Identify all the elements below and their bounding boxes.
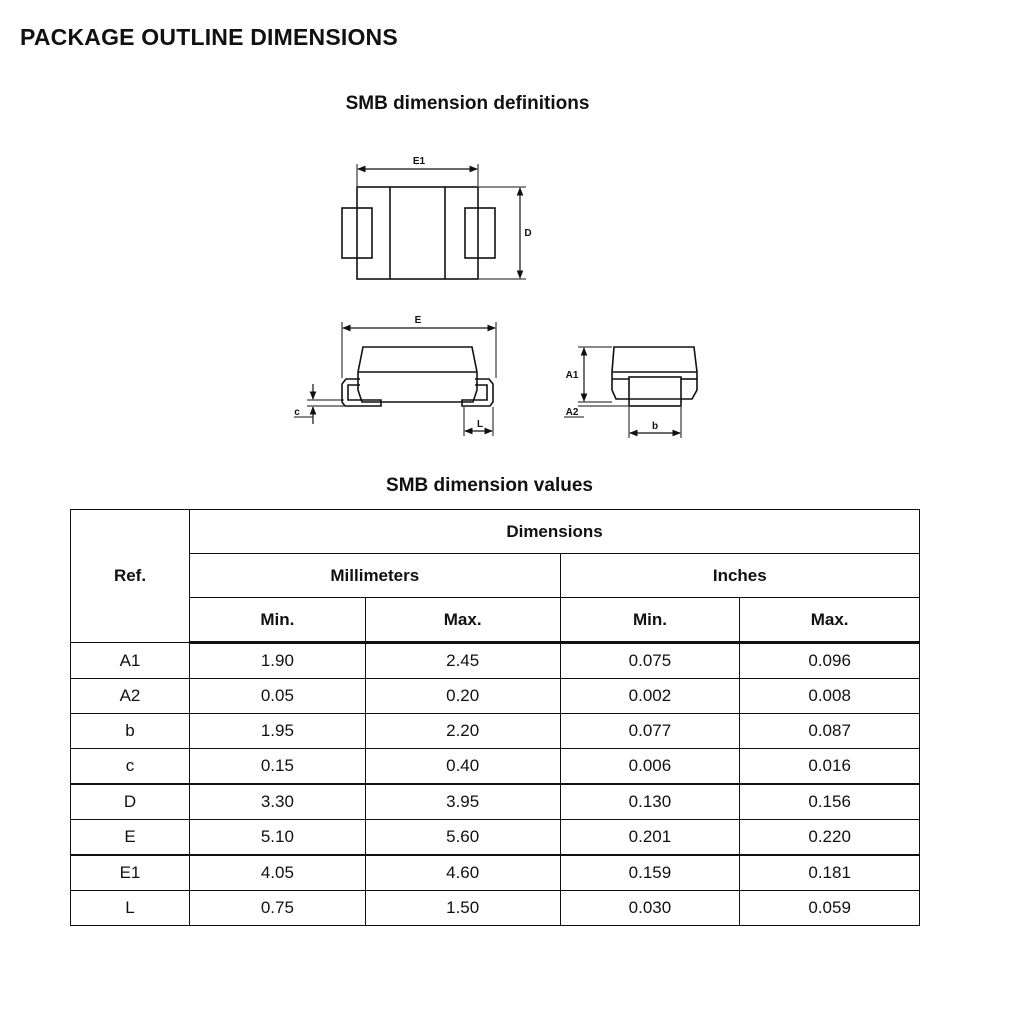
cell-in-max: 0.156 [740, 784, 920, 820]
cell-in-min: 0.030 [560, 891, 740, 926]
smb-outline-drawing [0, 0, 1015, 470]
cell-mm-min: 0.05 [190, 679, 366, 714]
cell-mm-max: 4.60 [365, 855, 560, 891]
label-e: E [414, 315, 422, 326]
table-row [71, 643, 920, 679]
header-dimensions: Dimensions [190, 510, 920, 554]
cell-mm-min: 0.15 [190, 749, 366, 785]
cell-in-min: 0.159 [560, 855, 740, 891]
top-view [342, 164, 526, 279]
cell-ref: L [71, 891, 190, 926]
header-ref: Ref. [71, 510, 190, 643]
cell-in-max: 0.220 [740, 820, 920, 856]
cell-in-max: 0.016 [740, 749, 920, 785]
header-mm-min: Min. [190, 598, 366, 643]
cell-ref: D [71, 784, 190, 820]
cell-mm-max: 1.50 [365, 891, 560, 926]
cell-ref: A1 [71, 643, 190, 679]
table-row [71, 679, 920, 714]
end-view-body [612, 347, 697, 399]
cell-in-max: 0.059 [740, 891, 920, 926]
cell-ref: A2 [71, 679, 190, 714]
cell-ref: E [71, 820, 190, 856]
table-row [71, 855, 920, 891]
cell-in-max: 0.181 [740, 855, 920, 891]
cell-mm-max: 0.20 [365, 679, 560, 714]
cell-mm-max: 0.40 [365, 749, 560, 785]
cell-in-max: 0.008 [740, 679, 920, 714]
cell-mm-min: 3.30 [190, 784, 366, 820]
definitions-title: SMB dimension definitions [345, 93, 590, 114]
table-row [71, 784, 920, 820]
label-d: D [524, 228, 532, 239]
table-row [71, 714, 920, 749]
label-a1: A1 [565, 370, 579, 381]
label-e1: E1 [412, 156, 426, 167]
label-l: L [476, 419, 484, 430]
dimension-values-table [70, 509, 920, 926]
cell-ref: b [71, 714, 190, 749]
cell-mm-min: 5.10 [190, 820, 366, 856]
top-view-body [357, 187, 478, 279]
cell-ref: c [71, 749, 190, 785]
cell-mm-max: 2.45 [365, 643, 560, 679]
cell-in-min: 0.002 [560, 679, 740, 714]
cell-ref: E1 [71, 855, 190, 891]
cell-in-max: 0.087 [740, 714, 920, 749]
table-row [71, 820, 920, 856]
label-b: b [651, 421, 659, 432]
label-c: c [294, 407, 300, 418]
cell-mm-max: 5.60 [365, 820, 560, 856]
cell-mm-min: 1.95 [190, 714, 366, 749]
cell-in-min: 0.201 [560, 820, 740, 856]
cell-in-max: 0.096 [740, 643, 920, 679]
side-view-body [358, 347, 477, 402]
cell-in-min: 0.006 [560, 749, 740, 785]
header-in-min: Min. [560, 598, 740, 643]
end-view [564, 347, 697, 438]
page-title: PACKAGE OUTLINE DIMENSIONS [20, 24, 398, 50]
cell-in-min: 0.077 [560, 714, 740, 749]
cell-in-min: 0.075 [560, 643, 740, 679]
table-row [71, 891, 920, 926]
cell-mm-max: 2.20 [365, 714, 560, 749]
label-a2: A2 [565, 407, 579, 418]
cell-mm-max: 3.95 [365, 784, 560, 820]
header-mm-max: Max. [365, 598, 560, 643]
top-view-right-lead [465, 208, 495, 258]
cell-mm-min: 0.75 [190, 891, 366, 926]
table-row [71, 749, 920, 785]
cell-mm-min: 4.05 [190, 855, 366, 891]
header-in-max: Max. [740, 598, 920, 643]
end-view-lead [629, 377, 681, 406]
side-view [294, 322, 496, 436]
cell-in-min: 0.130 [560, 784, 740, 820]
values-title: SMB dimension values [386, 475, 593, 496]
header-inches: Inches [560, 554, 919, 598]
header-millimeters: Millimeters [190, 554, 561, 598]
cell-mm-min: 1.90 [190, 643, 366, 679]
